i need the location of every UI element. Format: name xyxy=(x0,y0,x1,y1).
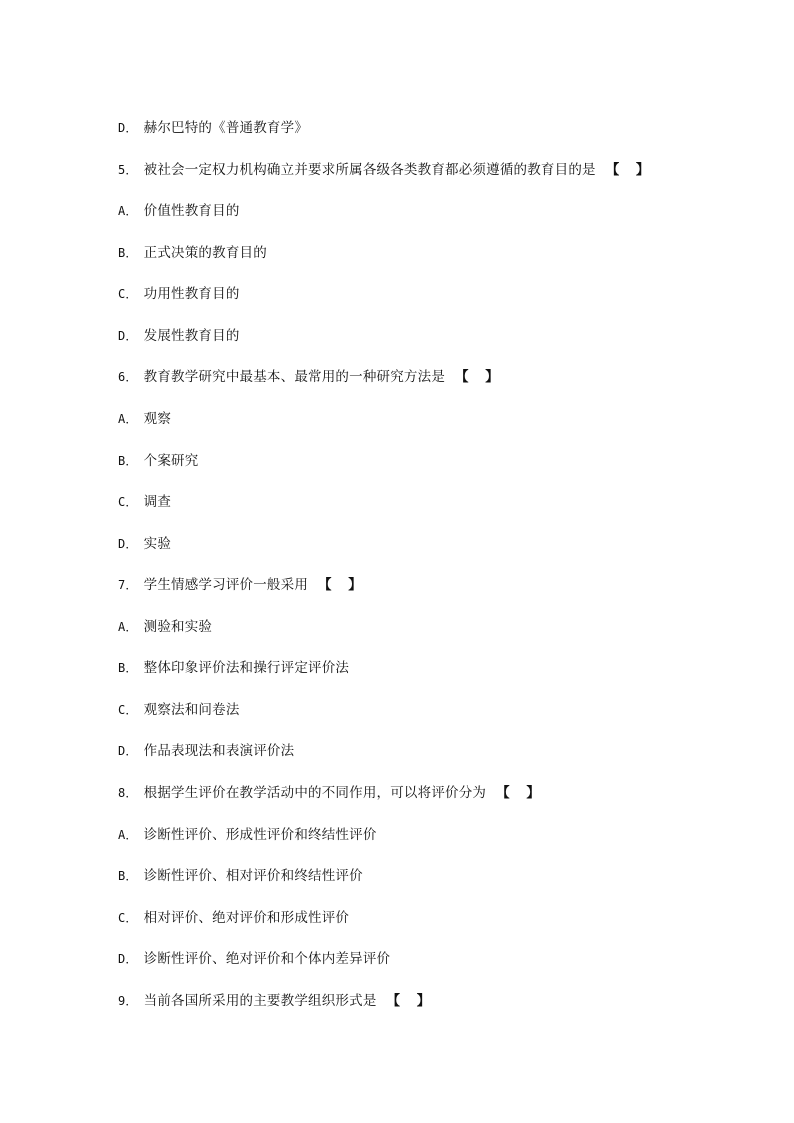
document-page xyxy=(118,0,758,1123)
line-prefix: 9． xyxy=(118,994,138,1008)
option-line xyxy=(118,742,294,760)
answer-bracket: 【 】 xyxy=(605,162,656,178)
question-line xyxy=(118,368,505,386)
answer-bracket: 【 】 xyxy=(318,577,368,593)
option-line xyxy=(118,493,171,511)
line-text: 观察法和问卷法 xyxy=(143,702,240,718)
option-line xyxy=(118,452,198,470)
line-text: 作品表现法和表演评价法 xyxy=(143,743,295,759)
line-text: 测验和实验 xyxy=(143,619,213,635)
line-prefix: D． xyxy=(118,537,138,551)
line-text: 根据学生评价在教学活动中的不同作用，可以将评价分为 xyxy=(143,785,487,801)
line-prefix: 5． xyxy=(118,163,138,177)
line-text: 正式决策的教育目的 xyxy=(143,245,267,261)
question-line xyxy=(118,784,546,802)
answer-bracket: 【 】 xyxy=(455,369,505,385)
line-text: 教育教学研究中最基本、最常用的一种研究方法是 xyxy=(143,369,446,385)
line-prefix: A． xyxy=(118,412,138,426)
question-line xyxy=(118,992,436,1010)
line-text: 发展性教育目的 xyxy=(143,328,240,344)
line-text: 观察 xyxy=(143,411,172,427)
answer-bracket: 【 】 xyxy=(386,993,437,1009)
line-text: 价值性教育目的 xyxy=(143,203,240,219)
line-prefix: D． xyxy=(118,121,138,135)
line-text: 诊断性评价、形成性评价和终结性评价 xyxy=(143,827,377,843)
option-line xyxy=(118,701,240,719)
line-prefix: B． xyxy=(118,454,138,468)
option-line xyxy=(118,410,171,428)
option-line xyxy=(118,826,377,844)
option-line xyxy=(118,327,240,345)
line-prefix: A． xyxy=(118,828,138,842)
option-line xyxy=(118,909,349,927)
line-prefix: B． xyxy=(118,661,138,675)
line-prefix: 8． xyxy=(118,786,138,800)
line-text: 被社会一定权力机构确立并要求所属各级各类教育都必须遵循的教育目的是 xyxy=(143,162,596,178)
line-prefix: D． xyxy=(118,952,138,966)
option-line xyxy=(118,950,390,968)
line-text: 功用性教育目的 xyxy=(143,286,240,302)
option-line xyxy=(118,244,267,262)
option-line xyxy=(118,618,212,636)
line-text: 学生情感学习评价一般采用 xyxy=(143,577,309,593)
line-text: 赫尔巴特的《普通教育学》 xyxy=(143,120,309,136)
line-prefix: C． xyxy=(118,911,138,925)
line-prefix: 6． xyxy=(118,370,138,384)
line-prefix: C． xyxy=(118,287,138,301)
option-line xyxy=(118,285,240,303)
line-prefix: B． xyxy=(118,869,138,883)
line-text: 整体印象评价法和操行评定评价法 xyxy=(143,660,350,676)
option-line xyxy=(118,202,240,220)
line-prefix: B． xyxy=(118,246,138,260)
line-prefix: D． xyxy=(118,744,138,758)
question-line xyxy=(118,576,368,594)
line-text: 诊断性评价、绝对评价和个体内差异评价 xyxy=(143,951,391,967)
line-text: 调查 xyxy=(143,494,172,510)
line-text: 当前各国所采用的主要教学组织形式是 xyxy=(143,993,377,1009)
question-line xyxy=(118,161,655,179)
line-text: 个案研究 xyxy=(143,453,199,469)
line-text: 实验 xyxy=(143,536,172,552)
line-prefix: C． xyxy=(118,495,138,509)
line-text: 相对评价、绝对评价和形成性评价 xyxy=(143,910,350,926)
line-prefix: C． xyxy=(118,703,138,717)
line-prefix: D． xyxy=(118,329,138,343)
option-line xyxy=(118,867,363,885)
option-line xyxy=(118,535,171,553)
line-prefix: 7． xyxy=(118,578,138,592)
option-line xyxy=(118,659,349,677)
line-prefix: A． xyxy=(118,620,138,634)
answer-bracket: 【 】 xyxy=(496,785,546,801)
line-prefix: A． xyxy=(118,204,138,218)
line-text: 诊断性评价、相对评价和终结性评价 xyxy=(143,868,363,884)
option-line xyxy=(118,119,308,137)
